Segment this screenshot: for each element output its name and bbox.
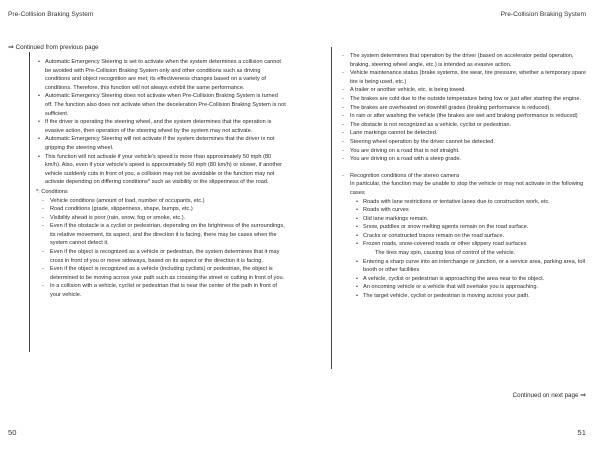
camera-bullet-list (350, 198, 589, 301)
right-column (339, 52, 589, 301)
list-item: • Automatic Emergency Steering does not activate when Pre-Collision Braking System is turned off. The function also does not activate when the deceleration Pre-Collision Braking System is not sufficient. (36, 92, 286, 118)
list-item: - Vehicle conditions (amount of load, number of occupants, etc.) (36, 197, 286, 206)
list-item: • Roads with curves (353, 206, 589, 215)
camera-heading-text: - Recognition conditions of the stereo camera (350, 172, 460, 179)
list-item: - Even if the object is recognized as a vehicle or pedestrian, the system determines that it may cross in front of you or move sideways, based on its aspect or the direction it is facing. (36, 248, 286, 265)
list-item: - Vehicle maintenance status (brake systems, tire wear, tire pressure, whether a temporary spare tire is being used, etc.) (339, 69, 589, 86)
list-item: - The brakes are overheated on downhill grades (braking performance is reduced). (339, 104, 589, 113)
list-item: - Lane markings cannot be detected. (339, 129, 589, 138)
list-item: • A vehicle, cyclist or pedestrian is approaching the area near to the object. (353, 275, 589, 284)
continued-prev-label: Continued from previous page (15, 44, 99, 51)
left-column (36, 58, 286, 300)
frozen-roads-text: • Frozen roads, snow-covered roads or other slippery road surfaces (363, 241, 527, 248)
list-item: • Roads with lane restrictions or tentative lanes due to construction work, etc. (353, 198, 589, 207)
left-bullet-list (36, 58, 286, 187)
continued-on-next (513, 391, 586, 399)
list-item: • Snow, puddles or snow melting agents remain on the road surface. (353, 223, 589, 232)
list-item: - Even if the obstacle is a cyclist or pedestrian, depending on the brightness of the surroundings, its relative movement, its aspect, and the direction it is facing, there may be cases when the system cannot detect it. (36, 222, 286, 248)
page-number-right: 51 (577, 428, 586, 437)
continued-next-label: Continued on next page (512, 392, 579, 399)
list-item: - Even if the object is recognized as a vehicle (including cyclists) or pedestrian, the object is determined to be moving across your path such as crossing the street or cutting in front of you. (36, 265, 286, 282)
list-item: - You are driving on a road with a steep grade. (339, 155, 589, 164)
list-item: - Steering wheel operation by the driver cannot be detected. (339, 138, 589, 147)
list-item: • Automatic Emergency Steering will not activate if the system determines that the driver is not gripping the steering wheel. (36, 135, 286, 152)
list-item (353, 240, 589, 257)
right-arrow-icon: ⇒ (580, 392, 586, 399)
frozen-roads-note: The tires may spin, causing loss of control of the vehicle. (375, 250, 516, 257)
camera-heading (339, 172, 589, 301)
right-column-rule (331, 47, 332, 369)
note-heading: *: Conditions (36, 188, 68, 195)
camera-intro-text: In particular, the function may be unable to stop the vehicle or may not activate in the following cases (350, 181, 584, 196)
list-item: - Road conditions (grade, slipperiness, shape, bumps, etc.) (36, 205, 286, 214)
list-item: - In rain or after washing the vehicle (the brakes are wet and braking performance is reduced) (339, 112, 589, 121)
continued-from-previous (8, 43, 99, 51)
camera-section (339, 172, 589, 301)
list-item: • Automatic Emergency Steering is set to activate when the system determines a collision cannot be avoided with Pre-Collision Braking System only and other conditions such as driving conditions and object recognition are met; its effectiveness changes based on a variety of conditions. Therefore, this function will not always exhibit the same performance. (36, 58, 286, 92)
conditions-list (36, 197, 286, 300)
list-item: • Old lane markings remain. (353, 215, 589, 224)
list-item: - You are driving on a road that is not straight. (339, 147, 589, 156)
list-item: - The brakes are cold due to the outside temperature being low or just after starting the engine. (339, 95, 589, 104)
page-header-right: Pre-Collision Braking System (500, 11, 586, 18)
list-item: • Entering a sharp curve into an interchange or junction, or a service area, parking area, toll booth or other facilities (353, 258, 589, 275)
list-item: • If the driver is operating the steering wheel, and the system determines that the operation is evasive action, then operation of the steering wheel by the system may not activate. (36, 118, 286, 135)
list-item: - The obstacle is not recognized as a vehicle, cyclist or pedestrian. (339, 121, 589, 130)
page-header-left: Pre-Collision Braking System (8, 11, 94, 18)
left-column-rule (29, 52, 30, 352)
page-number-left: 50 (8, 428, 17, 437)
right-arrow-icon: ⇒ (8, 44, 14, 51)
list-item: - In a collision with a vehicle, cyclist or pedestrian that is near the center of the path in front of your vehicle. (36, 282, 286, 299)
list-item: - The system determines that operation by the driver (based on accelerator pedal operation, braking, steering wheel angle, etc.) is intended as evasive action. (339, 52, 589, 69)
list-item: - A trailer or another vehicle, etc. is being towed. (339, 86, 589, 95)
list-item: • The target vehicle, cyclist or pedestrian is moving across your path. (353, 292, 589, 301)
list-item: • This function will not activate if your vehicle's speed is more than approximately 50 mph (80 km/h). Also, even if your vehicle's speed is approximately 50 mph (80 km/h) or slower, if another vehicle suddenly cuts in front of you, a collision may not be avoidable or the function may not activate depending on differing conditions* such as visibility or the slipperiness of the road. (36, 153, 286, 187)
list-item: • Cracks or constructed traces remain on the road surface. (353, 232, 589, 241)
list-item: • An oncoming vehicle or a vehicle that will overtake you is approaching. (353, 283, 589, 292)
right-dash-list (339, 52, 589, 164)
list-item: - Visibility ahead is poor (rain, snow, fog or smoke, etc.). (36, 214, 286, 223)
